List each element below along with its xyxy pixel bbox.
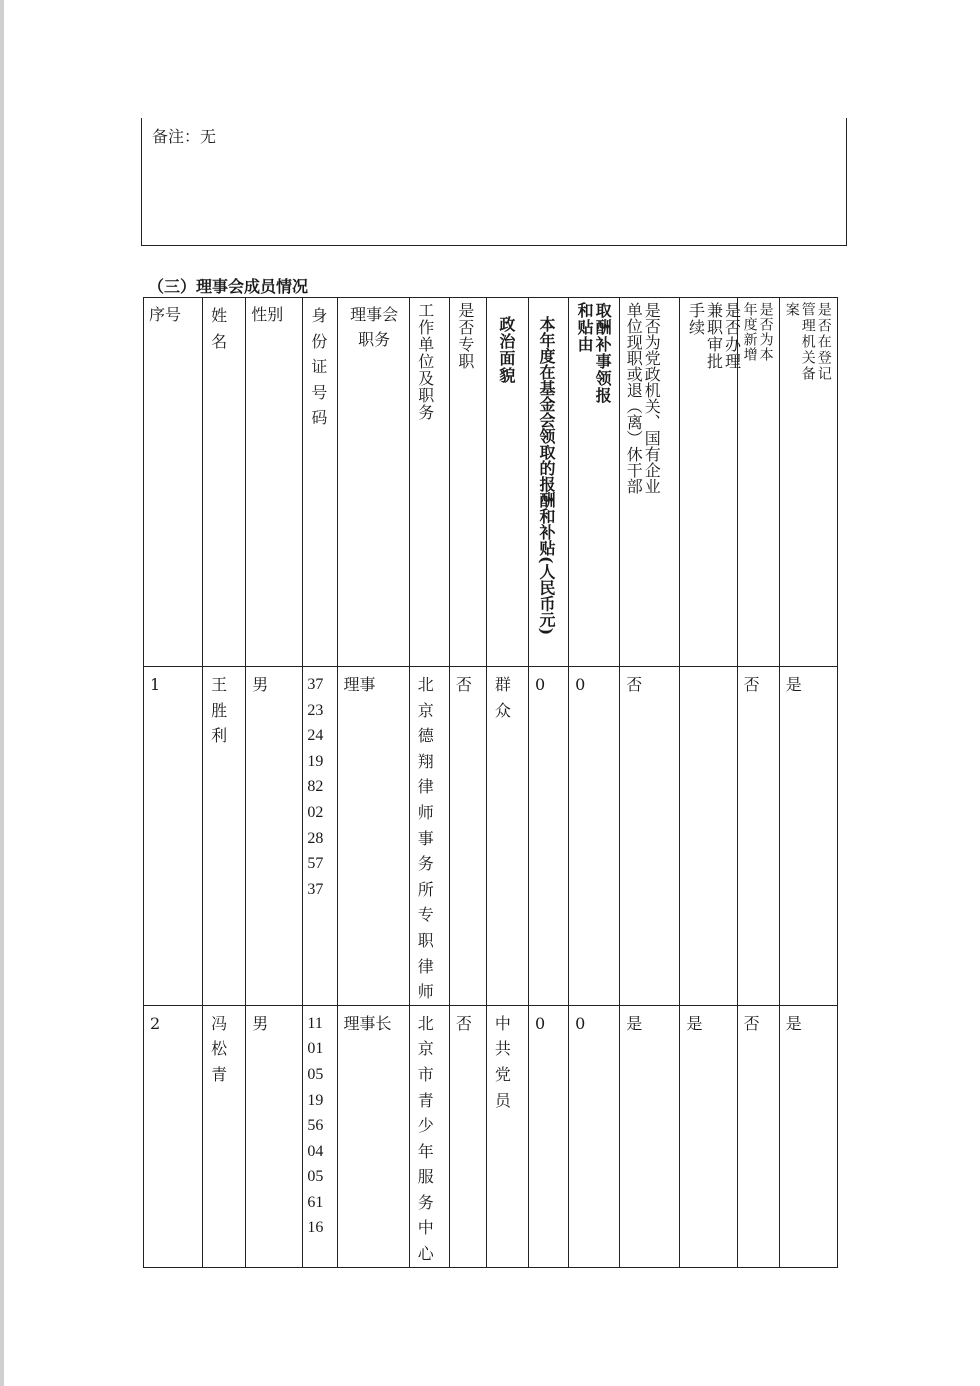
section-title: （三）理事会成员情况 [148,277,309,296]
row-employer: 北京市青少年服务中心 [417,1013,434,1264]
row-political: 群众 [494,675,511,720]
table-row [144,667,838,1006]
header-seq: 序号 [149,305,182,324]
row-name: 冯松青 [211,1013,228,1084]
row-pay-this-year: 0 [535,675,546,694]
row-role: 理事长 [343,1013,392,1033]
header-gender: 性别 [251,305,284,324]
table-row [144,1005,838,1267]
row-retired-official: 否 [626,675,643,694]
header-retired-official: 是否为党政机关、国有企业单位现职或退（离）休干部 [624,302,662,494]
header-row [144,298,838,667]
row-gender: 男 [252,675,269,694]
header-role: 理事会职务 [350,305,399,349]
row-id-number: 110105195604056116 [307,1014,324,1237]
row-seq: 1 [150,675,161,694]
row-role: 理事 [343,675,376,694]
row-pay-this-year: 0 [535,1013,546,1033]
row-seq: 2 [150,1013,161,1033]
row-employer: 北京德翔律师事务所专职律师 [417,675,434,1002]
header-approval: 是否办理兼职审批手续 [686,302,742,370]
row-full-time: 否 [455,1013,472,1033]
row-approval: 是 [686,1013,703,1033]
header-political: 政治面貌 [496,316,516,384]
row-political: 中共党员 [494,1013,511,1110]
scan-edge [0,0,4,1386]
row-full-time: 否 [455,675,472,694]
row-id-number: 372324198202285737 [307,676,324,898]
remarks-text: 备注：无 [152,127,217,146]
header-full-time: 是否专职 [455,302,475,370]
header-employer: 工作单位及职务 [415,302,435,421]
row-new-this-year: 否 [743,1013,760,1033]
header-registered: 是否在登记管理机关备案 [783,302,832,382]
header-new-this-year: 是否为本年度新增 [741,302,774,362]
row-approval [680,667,736,672]
header-name: 姓名 [211,306,228,351]
header-id-number: 身份证号码 [311,306,328,428]
row-registered: 是 [785,1013,802,1033]
row-new-this-year: 否 [743,675,760,694]
header-pay-source: 取酬补事领报和贴由 [575,302,613,404]
header-pay-this-year: 本年度在基金会领取的报酬和补贴(人民币元) [537,316,557,636]
row-pay-source: 0 [575,675,586,694]
remarks-box [141,118,847,246]
row-registered: 是 [785,675,802,694]
row-name: 王胜利 [211,675,228,746]
row-retired-official: 是 [626,1013,643,1033]
row-pay-source: 0 [575,1013,586,1033]
board-members-table [143,297,838,1268]
row-gender: 男 [252,1013,269,1033]
